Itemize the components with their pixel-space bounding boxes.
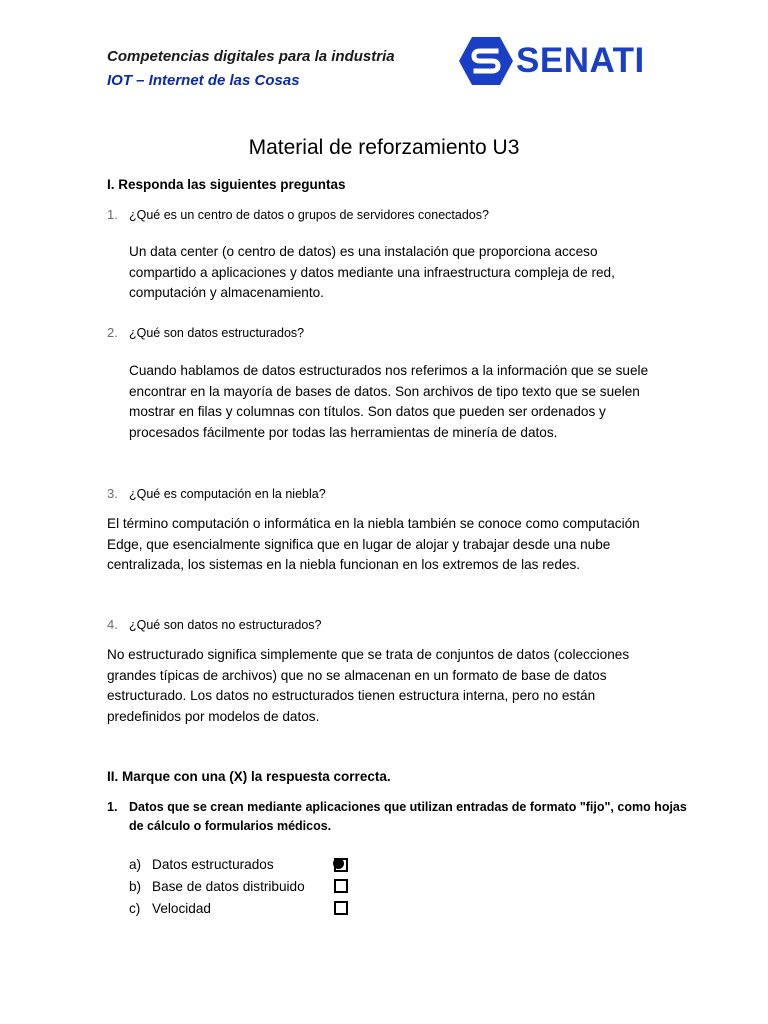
option-text: Datos estructurados <box>152 857 274 872</box>
option-text: Velocidad <box>152 901 211 916</box>
option-text: Base de datos distribuido <box>152 879 305 894</box>
senati-emblem-icon <box>458 35 514 87</box>
answer-1 <box>129 242 615 304</box>
answer-line: encontrar en la mayoría de bases de datos. Son archivos de tipo texto que se suelen <box>129 383 640 399</box>
section-heading-1: I. Responda las siguientes preguntas <box>107 177 346 192</box>
option-b-checkbox[interactable] <box>334 879 348 893</box>
question-number: 1. <box>107 800 118 814</box>
answer-line: grandes típicas de archivos) que no se almacenan en un formato de base de datos <box>107 667 607 683</box>
question-3 <box>107 486 326 501</box>
answer-line: computación y almacenamiento. <box>129 285 324 301</box>
answer-line: Edge, que esencialmente significa que en lugar de alojar y trabajar desde una nube <box>107 536 611 552</box>
question-1 <box>107 207 489 222</box>
question-number: 3. <box>107 486 118 501</box>
question-4 <box>107 617 321 632</box>
question-text: ¿Qué son datos estructurados? <box>129 326 305 340</box>
answer-3 <box>107 514 640 576</box>
answer-2 <box>129 361 648 444</box>
question-text: ¿Qué es un centro de datos o grupos de servidores conectados? <box>129 208 489 222</box>
course-title: Competencias digitales para la industria <box>107 48 395 65</box>
option-label: c) <box>129 901 141 916</box>
option-c-checkbox[interactable] <box>334 901 348 915</box>
answer-4 <box>107 645 629 728</box>
question-line: de cálculo o formularios médicos. <box>129 819 332 833</box>
answer-line: Cuando hablamos de datos estructurados nos referimos a la información que se suele <box>129 363 649 378</box>
answer-line: No estructurado significa simplemente que se trata de conjuntos de datos (colecciones <box>107 647 630 662</box>
option-label: b) <box>129 879 142 894</box>
question-2 <box>107 325 304 340</box>
question-number: 1. <box>107 207 118 222</box>
answer-line: procesados fácilmente por todas las herramientas de minería de datos. <box>129 425 558 441</box>
answer-line: estructurado. Los datos no estructurados tienen estructura interna, pero no están <box>107 688 596 704</box>
logo-text: SENATI <box>516 41 645 80</box>
answer-line: centralizada, los sistemas en la niebla funcionan en los extremos de las redes. <box>107 557 581 573</box>
answer-line: predefinidos por modelos de datos. <box>107 709 320 725</box>
question-text: ¿Qué son datos no estructurados? <box>129 618 322 632</box>
option-a <box>129 857 274 872</box>
question-text: ¿Qué es computación en la niebla? <box>129 487 326 501</box>
answer-line: El término computación o informática en la niebla también se conoce como computación <box>107 516 640 531</box>
senati-logo <box>458 35 648 87</box>
option-a-checkbox[interactable] <box>334 858 348 872</box>
answer-line: mostrar en filas y columnas con títulos. Son datos que pueden ser ordenados y <box>129 404 606 420</box>
section-heading-2: II. Marque con una (X) la respuesta correcta. <box>107 769 391 784</box>
answer-line: Un data center (o centro de datos) es una instalación que proporciona acceso <box>129 244 598 259</box>
question-text <box>129 798 687 836</box>
question-number: 4. <box>107 617 118 632</box>
answer-line: compartido a aplicaciones y datos mediante una infraestructura compleja de red, <box>129 264 615 280</box>
question-line: Datos que se crean mediante aplicaciones que utilizan entradas de formato "fijo", como hojas <box>129 800 687 814</box>
question-number: 2. <box>107 325 118 340</box>
course-subtitle: IOT – Internet de las Cosas <box>107 72 300 89</box>
option-label: a) <box>129 857 142 872</box>
option-c <box>129 901 211 916</box>
page-title: Material de reforzamiento U3 <box>248 136 520 159</box>
option-b <box>129 879 305 894</box>
